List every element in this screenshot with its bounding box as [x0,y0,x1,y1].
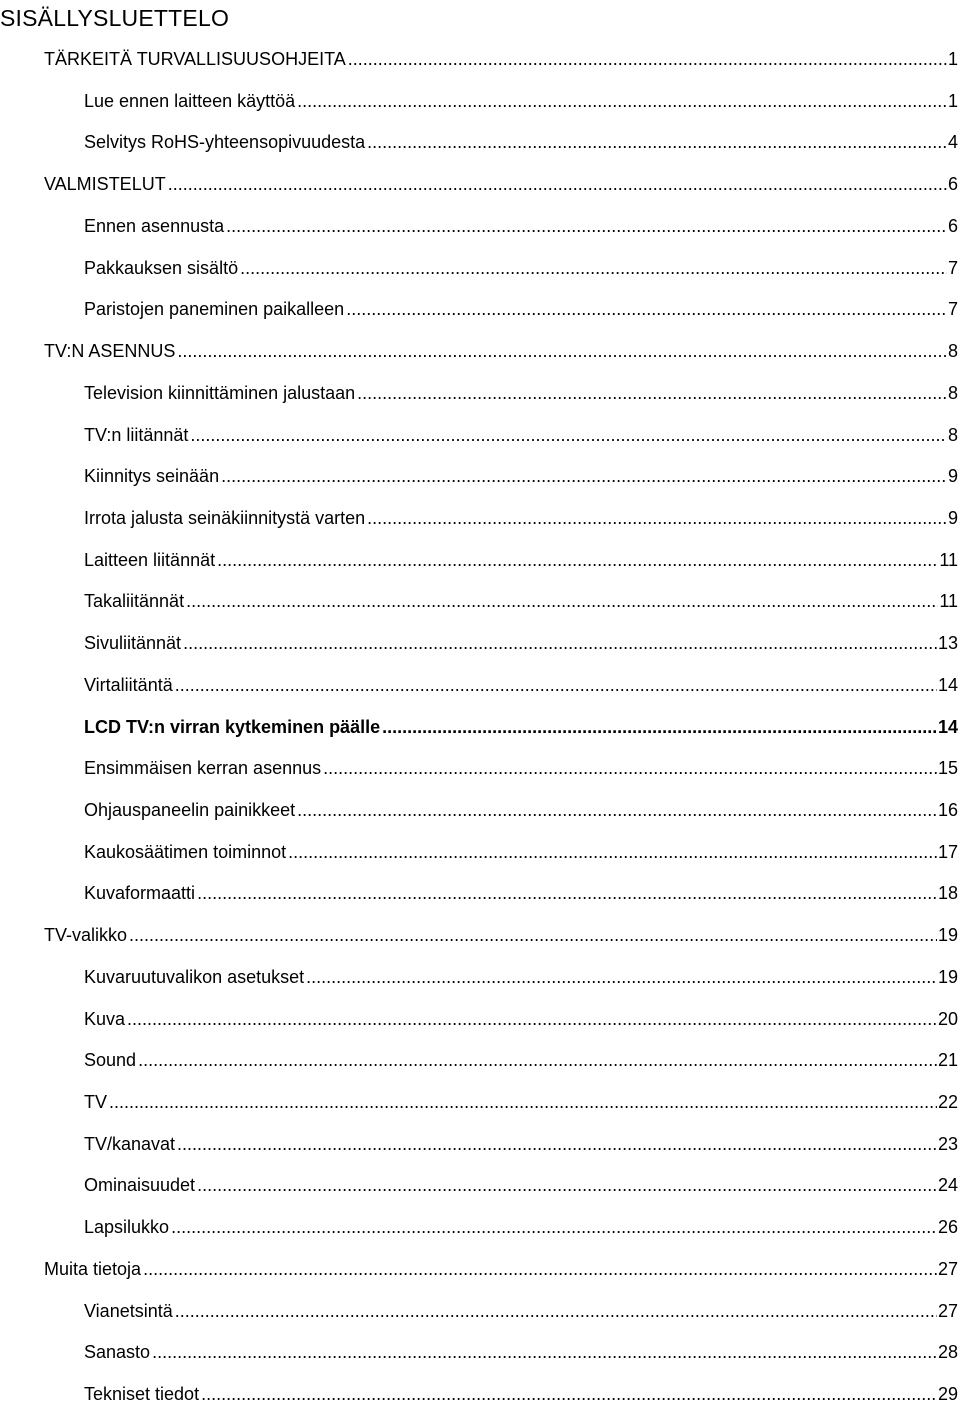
toc-entry-page-number: 19 [937,966,958,987]
toc-entry[interactable] [44,1256,958,1282]
toc-entry[interactable] [84,672,958,698]
toc-entry-page-number: 19 [937,925,958,946]
toc-entry-label: Virtaliitäntä [84,674,173,695]
toc-entry[interactable] [84,630,958,656]
toc-entry-label: TV [84,1092,108,1112]
toc-entry-page-number: 14 [937,716,958,737]
toc-entry-page-number: 11 [939,549,958,570]
toc-entry-label: Kuvaformaatti [84,883,196,904]
toc-entry-page-number: 11 [939,591,958,612]
toc-entry-page-number: 8 [947,341,958,361]
toc-entry[interactable] [84,463,958,489]
toc-entry-page-number: 9 [947,466,958,487]
toc-dot-leader [306,964,937,990]
toc-entry-label: Sound [84,1050,137,1071]
toc-entry-page-number: 4 [947,132,958,153]
toc-entry-page-number: 26 [937,1217,958,1238]
toc-dot-leader [367,505,947,531]
toc-entry-page-number: 9 [947,507,958,528]
toc-entry[interactable] [84,797,958,823]
toc-entry-page-number: 28 [937,1342,958,1363]
toc-entry[interactable] [84,1131,958,1157]
toc-entry-label: Television kiinnittäminen jalustaan [84,382,356,403]
toc-entry-label: Ensimmäisen kerran asennus [84,758,322,779]
toc-entry[interactable] [84,588,958,614]
toc-entry-label: Muita tietoja [44,1258,142,1279]
toc-dot-leader [217,547,938,573]
toc-dot-leader [183,630,937,656]
toc-dot-leader [177,1131,937,1157]
toc-entry-label: TÄRKEITÄ TURVALLISUUSOHJEITA [44,49,346,69]
toc-entry[interactable] [84,505,958,531]
toc-entry-page-number: 7 [947,299,958,320]
toc-dot-leader [138,1047,937,1073]
toc-entry[interactable] [84,213,958,239]
toc-entry-label: TV-valikko [44,925,128,946]
toc-entry-page-number: 15 [937,758,958,779]
toc-entry[interactable] [84,1172,958,1198]
toc-entry[interactable] [84,88,958,114]
toc-entry[interactable] [84,255,958,281]
toc-entry-label: Tekniset tiedot [84,1384,200,1404]
toc-entry[interactable] [44,338,958,364]
toc-entry-page-number: 1 [947,90,958,111]
toc-entry[interactable] [84,1214,958,1240]
toc-dot-leader [175,1298,937,1324]
toc-dot-leader [201,1381,937,1407]
toc-entry-page-number: 14 [937,674,958,695]
toc-entry-page-number: 1 [947,49,958,69]
toc-dot-leader [323,755,937,781]
toc-entry-label: Vianetsintä [84,1300,173,1321]
toc-entry[interactable] [84,547,958,573]
toc-dot-leader [367,129,947,155]
toc-entry[interactable] [84,1047,958,1073]
toc-entry-label: TV:n liitännät [84,424,189,445]
toc-entry-label: LCD TV:n virran kytkeminen päälle [84,716,381,737]
toc-dot-leader [171,1214,937,1240]
toc-entry-page-number: 27 [937,1300,958,1321]
toc-entry-label: Lue ennen laitteen käyttöä [84,90,296,111]
toc-entry-page-number: 16 [937,800,958,820]
toc-dot-leader [240,255,947,281]
toc-entry-label: Sivuliitännät [84,633,182,654]
toc-entry-label: Pakkauksen sisältö [84,257,239,278]
toc-entry-label: Kuvaruutuvalikon asetukset [84,966,305,987]
toc-entry-page-number: 20 [937,1008,958,1029]
toc-entry-label: Kuva [84,1008,126,1029]
toc-dot-leader [197,1172,937,1198]
page-title: SISÄLLYSLUETTELO [0,5,230,31]
toc-dot-leader [297,797,937,823]
toc-entry-page-number: 6 [947,174,958,195]
toc-dot-leader [190,422,947,448]
toc-entry-page-number: 29 [937,1384,958,1404]
toc-entry-page-number: 8 [947,424,958,445]
toc-entry-page-number: 27 [937,1258,958,1279]
toc-entry[interactable] [84,1381,958,1407]
toc-entry[interactable] [84,1339,958,1365]
toc-entry-page-number: 21 [937,1050,958,1071]
toc-dot-leader [177,338,947,364]
toc-entry[interactable] [44,46,958,72]
toc-entry-label: Irrota jalusta seinäkiinnitystä varten [84,507,366,528]
toc-entry[interactable] [84,296,958,322]
toc-entry-label: Lapsilukko [84,1217,170,1238]
toc-entry-label: Ominaisuudet [84,1175,196,1196]
toc-dot-leader [346,296,947,322]
toc-entry[interactable] [44,922,958,948]
toc-entry-label: VALMISTELUT [44,174,166,195]
toc-entry[interactable] [84,880,958,906]
toc-entry[interactable] [84,1089,958,1115]
toc-entry-label: Takaliitännät [84,591,185,612]
toc-dot-leader [288,839,937,865]
toc-dot-leader [297,88,947,114]
toc-entry[interactable] [84,1298,958,1324]
toc-entry[interactable] [84,380,958,406]
toc-entry-label: Selvitys RoHS-yhteensopivuudesta [84,132,366,153]
toc-entry[interactable] [44,171,958,197]
toc-entry[interactable] [84,1006,958,1032]
toc-entry-label: TV:N ASENNUS [44,341,176,361]
toc-entry[interactable] [84,129,958,155]
toc-entry[interactable] [84,964,958,990]
toc-entry-label: Ennen asennusta [84,215,225,236]
toc-dot-leader [109,1089,937,1115]
toc-entry-label: Ohjauspaneelin painikkeet [84,800,296,820]
toc-entry-page-number: 17 [937,841,958,862]
toc-dot-leader [221,463,947,489]
toc-entry-label: Paristojen paneminen paikalleen [84,299,345,320]
toc-dot-leader [197,880,937,906]
toc-entry-page-number: 23 [937,1133,958,1154]
toc-dot-leader [357,380,947,406]
toc-entry-page-number: 18 [937,883,958,904]
toc-entry-label: Kaukosäätimen toiminnot [84,841,287,862]
toc-dot-leader [152,1339,937,1365]
toc-entry-label: Laitteen liitännät [84,549,216,570]
toc-entry-page-number: 8 [947,382,958,403]
toc-dot-leader [129,922,937,948]
toc-entry-page-number: 6 [947,215,958,236]
toc-entry-label: TV/kanavat [84,1133,176,1154]
toc-entry[interactable] [84,714,958,740]
toc-dot-leader [382,714,937,740]
toc-dot-leader [186,588,938,614]
toc-entry[interactable] [84,755,958,781]
toc-dot-leader [175,672,937,698]
toc-entry-page-number: 24 [937,1175,958,1196]
toc-dot-leader [168,171,947,197]
toc-entry-page-number: 7 [947,257,958,278]
toc-entry-page-number: 22 [937,1092,958,1112]
toc-entry[interactable] [84,839,958,865]
toc-dot-leader [226,213,947,239]
toc-entry-label: Sanasto [84,1342,151,1363]
toc-dot-leader [143,1256,937,1282]
toc-dot-leader [127,1006,937,1032]
toc-entry-label: Kiinnitys seinään [84,466,220,487]
toc-entry[interactable] [84,422,958,448]
toc-entry-page-number: 13 [937,633,958,654]
toc-dot-leader [348,46,947,72]
